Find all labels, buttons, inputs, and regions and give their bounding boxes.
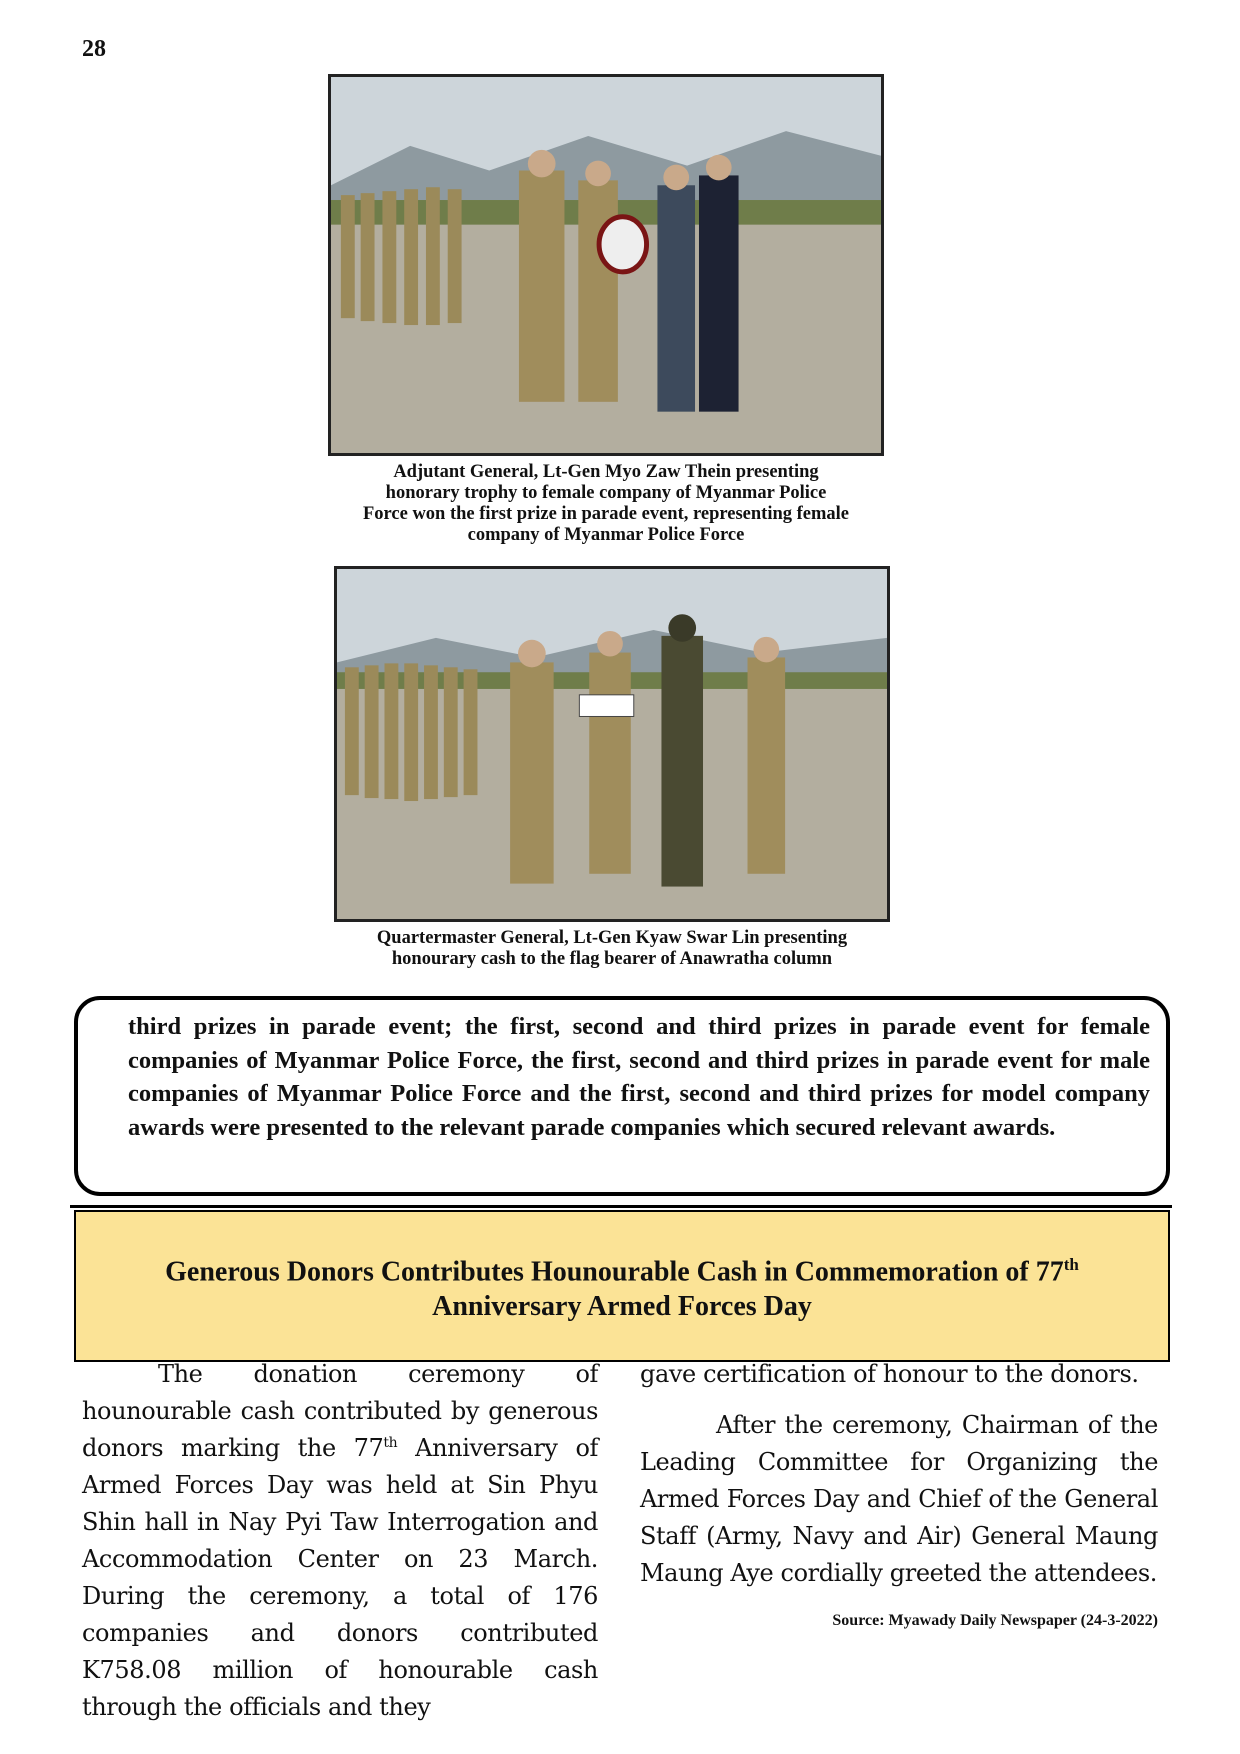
article-continuation: gave certification of honour to the donors. — [640, 1360, 1139, 1388]
photo-caption-1: Adjutant General, Lt-Gen Myo Zaw Thein presenting honorary trophy to female company of Myanmar Police Force won the first prize in parade event, representing female company of Myanmar Police Force — [362, 462, 850, 545]
source-credit: Source: Myawady Daily Newspaper (24-3-2022) — [832, 1612, 1158, 1629]
article-column-left — [82, 1356, 598, 1726]
article-paragraph-2: After the ceremony, Chairman of the Leading Committee for Organizing the Armed Forces Day and Chief of the General Staff (Army, Navy and Air) General Maung Maung Aye cordially greeted the attendees. — [640, 1411, 1158, 1587]
article-column-right — [640, 1356, 1158, 1592]
article-headline: Generous Donors Contributes Hounourable Cash in Commemoration of 77th Anniversary Armed Forces Day — [165, 1255, 1079, 1322]
divider-rule — [70, 1205, 1172, 1208]
headline-box — [74, 1210, 1170, 1362]
page-number: 28 — [82, 36, 106, 62]
ceremony-photo-cash-icon — [334, 566, 890, 922]
article-paragraph-1: The donation ceremony of hounourable cash contributed by generous donors marking the 77th Anniversary of Armed Forces Day was held at Sin Phyu Shin hall in Nay Pyi Taw Interrogation and Accommodation Center on 23 March. During the ceremony, a total of 176 companies and donors contributed K758.08 million of honourable cash through the officials and they — [82, 1360, 598, 1721]
ceremony-photo-trophy-icon — [328, 74, 884, 456]
prize-paragraph: third prizes in parade event; the first, second and third prizes in parade event for female companies of Myanmar Police Force, the first, second and third prizes in parade event for male companies of Myanmar Police Force and the first, second and third prizes for model company awards were presented to the relevant parade companies which secured relevant awards. — [128, 1013, 1150, 1141]
photo-caption-2: Quartermaster General, Lt-Gen Kyaw Swar Lin presenting honourary cash to the flag bearer of Anawratha column — [376, 928, 848, 969]
